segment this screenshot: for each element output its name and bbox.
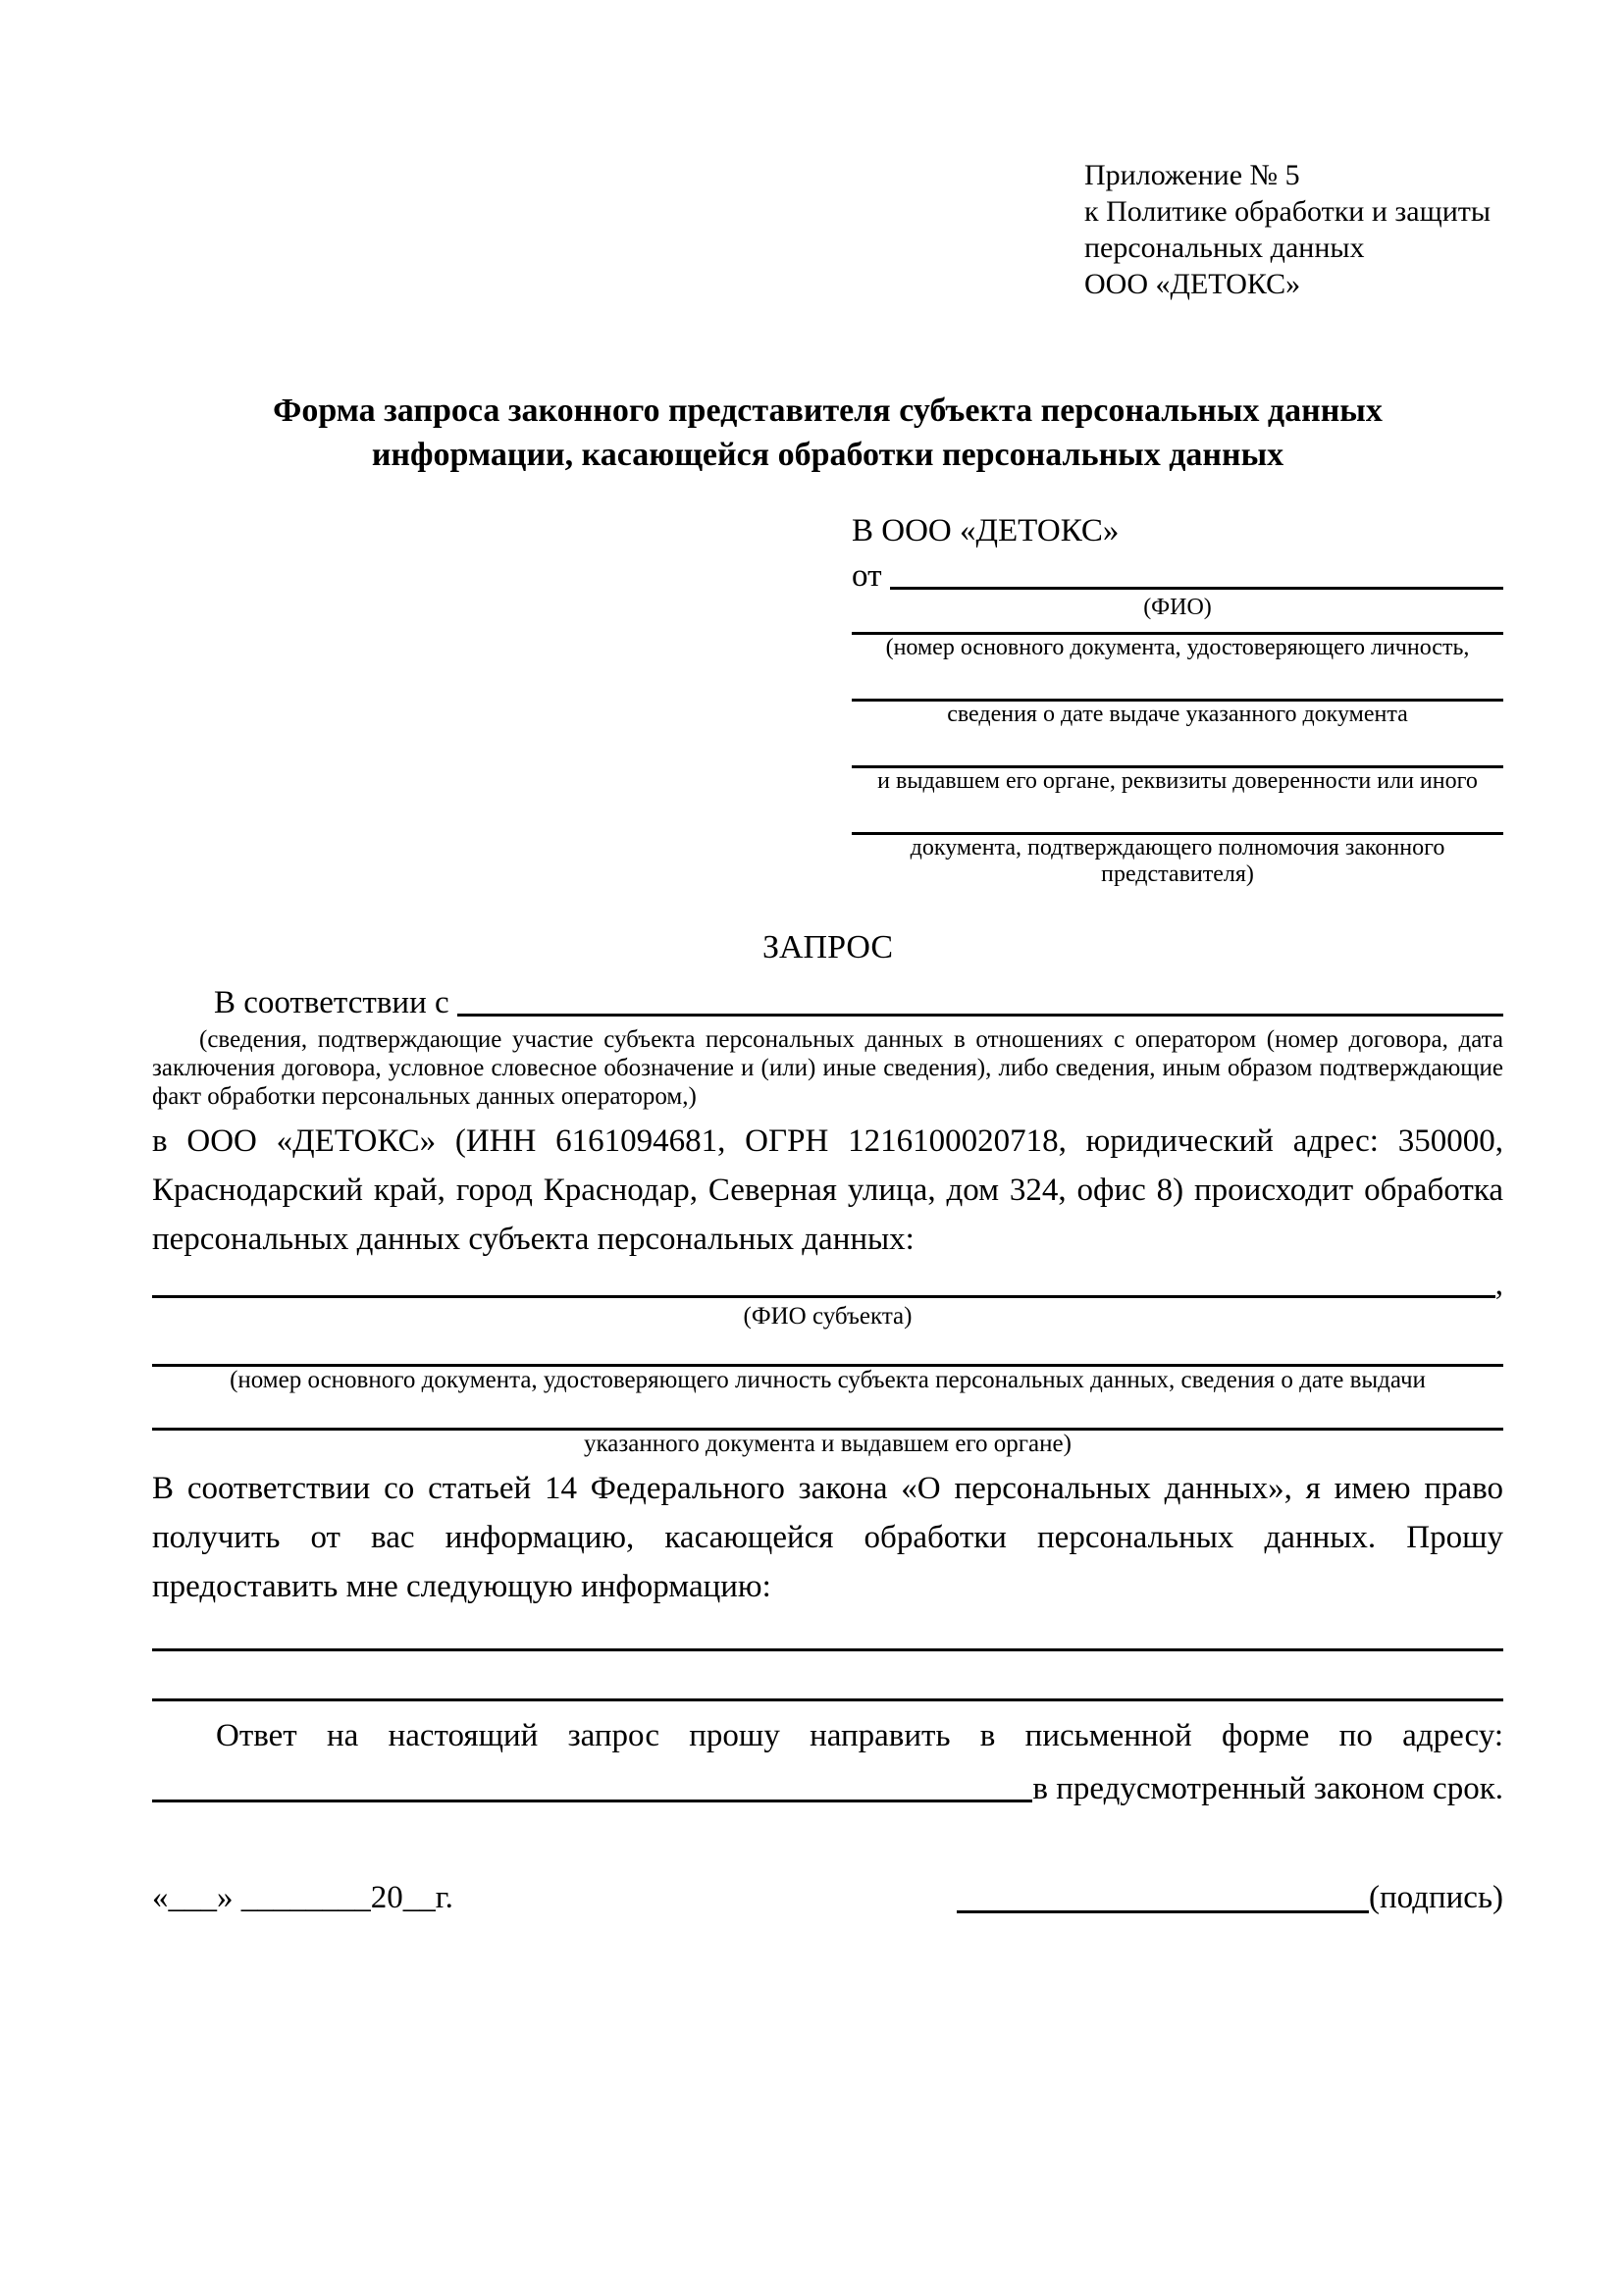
basis-label: В соответствии с <box>214 985 449 1020</box>
answer-address-field-line <box>152 1800 1032 1802</box>
date-blank: «___» ________20__г. <box>152 1880 453 1915</box>
subject-document-field-2 <box>152 1426 1503 1458</box>
from-label: от <box>852 558 882 594</box>
operator-paragraph: в ООО «ДЕТОКС» (ИНН 6161094681, ОГРН 1216100020718, юридический адрес: 350000, Краснодарский край, город Краснодар, Северная улица, дом 324, офис 8) происходит обработка персональных данных субъекта персональных данных: <box>152 1123 1503 1257</box>
form-title-line-1: Форма запроса законного представителя субъекта персональных данных <box>273 392 1383 429</box>
info-request-line-1 <box>152 1646 1503 1651</box>
subject-fio-row <box>152 1264 1503 1303</box>
basis-row <box>152 978 1503 1021</box>
from-name-field-line <box>890 587 1504 590</box>
subject-document-field-1 <box>152 1362 1503 1394</box>
request-heading: ЗАПРОС <box>761 929 894 965</box>
form-title-line-2: информации, касающейся обработки персональных данных <box>371 437 1284 473</box>
issue-date-field <box>852 697 1503 728</box>
appendix-line-1: Приложение № 5 <box>1084 159 1300 191</box>
signature-group <box>957 1876 1503 1919</box>
subject-document-caption-1: (номер основного документа, удостоверяющего личность субъекта персональных данных, сведения о дате выдачи <box>230 1367 1426 1393</box>
subject-fio-field-line <box>152 1295 1495 1298</box>
rights-paragraph: В соответствии со статьей 14 Федерального закона «О персональных данных», я имею право получить от вас информацию, касающейся обработки персональных данных. Прошу предоставить мне следующую информацию: <box>152 1471 1503 1604</box>
info-request-line-2 <box>152 1696 1503 1701</box>
footer-row <box>152 1876 1503 1919</box>
subject-fio-comma: , <box>1494 1267 1503 1302</box>
power-of-attorney-caption: документа, подтверждающего полномочия законного представителя) <box>910 835 1445 887</box>
issuing-authority-field <box>852 763 1503 795</box>
basis-note: (сведения, подтверждающие участие субъекта персональных данных в отношениях с оператором (номер договора, дата заключения договора, условное словесное обозначение и (или) иные сведения), либо сведения, иным образом подтверждающие факт обработки персональных данных оператором,) <box>152 1026 1503 1110</box>
issuing-authority-caption: и выдавшем его органе, реквизиты доверенности или иного <box>877 768 1478 794</box>
signature-caption: (подпись) <box>1369 1880 1503 1915</box>
addressee-to: В ООО «ДЕТОКС» <box>852 513 1120 548</box>
addressee-block <box>852 510 1503 888</box>
appendix-line-3: персональных данных <box>1084 232 1365 264</box>
representative-document-field <box>852 630 1503 661</box>
subject-fio-caption: (ФИО субъекта) <box>743 1303 913 1330</box>
issue-date-caption: сведения о дате выдаче указанного документа <box>947 702 1408 727</box>
appendix-line-4: ООО «ДЕТОКС» <box>1084 268 1301 300</box>
answer-sentence: Ответ на настоящий запрос прошу направить в письменной форме по адресу: <box>216 1718 1503 1753</box>
answer-address-row <box>152 1760 1503 1807</box>
from-row <box>852 551 1503 595</box>
appendix-line-2: к Политике обработки и защиты <box>1084 195 1492 228</box>
basis-field-line <box>457 1014 1503 1017</box>
form-title <box>152 389 1503 477</box>
answer-tail: в предусмотренный законом срок. <box>1032 1771 1503 1806</box>
fio-caption: (ФИО) <box>1143 595 1212 620</box>
subject-document-caption-2: указанного документа и выдавшем его органе) <box>584 1431 1072 1457</box>
document-number-caption: (номер основного документа, удостоверяющего личность, <box>885 635 1470 660</box>
power-of-attorney-field <box>852 830 1503 888</box>
appendix-block <box>1084 157 1503 302</box>
signature-field-line <box>957 1910 1369 1913</box>
